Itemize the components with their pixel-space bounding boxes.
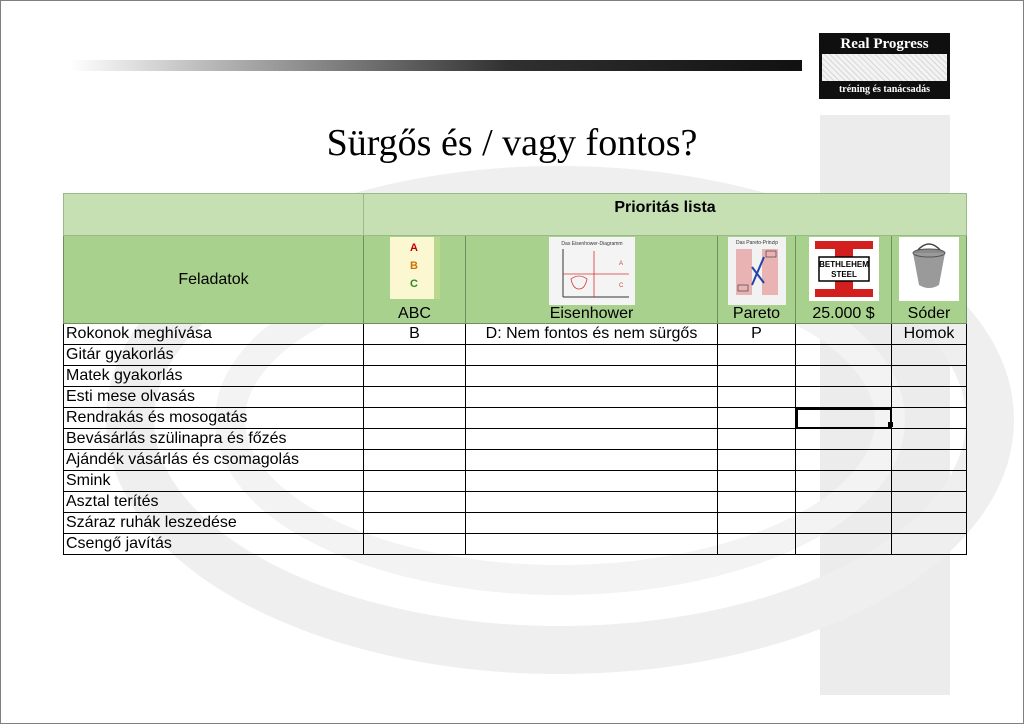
- column-header-abc[interactable]: [364, 236, 466, 324]
- value-cell[interactable]: [892, 345, 967, 366]
- value-cell[interactable]: Homok: [892, 324, 967, 345]
- column-label-soder: Sóder: [907, 305, 951, 322]
- value-cell[interactable]: [364, 492, 466, 513]
- value-cell[interactable]: [466, 387, 718, 408]
- value-cell[interactable]: [466, 513, 718, 534]
- task-cell[interactable]: Esti mese olvasás: [64, 387, 364, 408]
- tasks-header[interactable]: Feladatok: [64, 236, 364, 324]
- value-cell[interactable]: D: Nem fontos és nem sürgős: [466, 324, 718, 345]
- column-header-pareto[interactable]: [718, 236, 796, 324]
- value-cell[interactable]: [892, 492, 967, 513]
- value-cell[interactable]: [892, 513, 967, 534]
- value-cell[interactable]: [718, 429, 796, 450]
- task-cell[interactable]: Száraz ruhák leszedése: [64, 513, 364, 534]
- table-row: [64, 492, 967, 513]
- abc-letter: C: [409, 278, 418, 290]
- pareto-diagram-icon: [728, 237, 786, 305]
- column-header-25000[interactable]: [796, 236, 892, 324]
- value-cell[interactable]: [466, 450, 718, 471]
- value-cell[interactable]: [466, 534, 718, 555]
- value-cell[interactable]: [718, 387, 796, 408]
- table-row: [64, 513, 967, 534]
- value-cell[interactable]: [364, 429, 466, 450]
- value-cell[interactable]: [892, 408, 967, 429]
- value-cell[interactable]: [796, 345, 892, 366]
- pareto-caption: Das Pareto-Prinzip: [735, 240, 778, 246]
- value-cell[interactable]: P: [718, 324, 796, 345]
- task-cell[interactable]: Csengő javítás: [64, 534, 364, 555]
- eisenhower-diagram-icon: [549, 237, 635, 305]
- task-rows: [64, 324, 967, 555]
- value-cell[interactable]: [364, 450, 466, 471]
- table-row: [64, 366, 967, 387]
- header-rule: [70, 60, 802, 71]
- table-row: [64, 471, 967, 492]
- value-cell[interactable]: [718, 345, 796, 366]
- value-cell[interactable]: [796, 471, 892, 492]
- bucket-icon: [899, 237, 959, 301]
- value-cell[interactable]: [718, 513, 796, 534]
- value-cell[interactable]: [892, 450, 967, 471]
- abc-list-icon: [390, 237, 440, 299]
- value-cell[interactable]: [892, 471, 967, 492]
- value-cell[interactable]: [466, 471, 718, 492]
- task-cell[interactable]: Matek gyakorlás: [64, 366, 364, 387]
- bethlehem-steel-text: BETHLEHEM: [818, 260, 869, 269]
- value-cell[interactable]: [364, 366, 466, 387]
- priority-list-header[interactable]: Prioritás lista: [364, 194, 967, 236]
- value-cell[interactable]: [796, 429, 892, 450]
- value-cell[interactable]: B: [364, 324, 466, 345]
- value-cell[interactable]: [718, 366, 796, 387]
- task-cell[interactable]: Asztal terítés: [64, 492, 364, 513]
- table-header-row-1: [64, 194, 967, 236]
- value-cell[interactable]: [796, 534, 892, 555]
- task-cell[interactable]: Rendrakás és mosogatás: [64, 408, 364, 429]
- value-cell[interactable]: [364, 408, 466, 429]
- value-cell[interactable]: [466, 366, 718, 387]
- value-cell[interactable]: [892, 366, 967, 387]
- table-row: [64, 534, 967, 555]
- priority-table: [63, 193, 967, 555]
- abc-letter: A: [409, 242, 418, 254]
- logo-top-text: Real Progress: [840, 36, 929, 52]
- selection-fill-handle[interactable]: [888, 422, 893, 427]
- value-cell[interactable]: [364, 534, 466, 555]
- column-label-abc: ABC: [398, 305, 431, 322]
- abc-letter: B: [409, 260, 418, 272]
- table-row: [64, 429, 967, 450]
- value-cell[interactable]: [796, 450, 892, 471]
- task-cell[interactable]: Ajándék vásárlás és csomagolás: [64, 450, 364, 471]
- value-cell[interactable]: [796, 324, 892, 345]
- logo-pattern: [822, 54, 947, 81]
- value-cell[interactable]: [892, 429, 967, 450]
- table-header-row-2: [64, 236, 967, 324]
- value-cell[interactable]: [364, 471, 466, 492]
- table-row: [64, 324, 967, 345]
- value-cell[interactable]: [796, 366, 892, 387]
- value-cell[interactable]: [718, 450, 796, 471]
- svg-text:A: A: [618, 261, 623, 267]
- task-cell[interactable]: Rokonok meghívása: [64, 324, 364, 345]
- value-cell[interactable]: [796, 513, 892, 534]
- value-cell[interactable]: [718, 534, 796, 555]
- value-cell[interactable]: [718, 408, 796, 429]
- value-cell[interactable]: [892, 534, 967, 555]
- value-cell[interactable]: [796, 387, 892, 408]
- bethlehem-steel-logo: [809, 237, 879, 301]
- value-cell[interactable]: [796, 408, 892, 429]
- table-row: [64, 450, 967, 471]
- svg-text:C: C: [618, 283, 623, 289]
- value-cell[interactable]: [466, 429, 718, 450]
- logo-bottom-text: tréning és tanácsadás: [838, 84, 931, 95]
- table-row: [64, 345, 967, 366]
- table-row: [64, 408, 967, 429]
- value-cell[interactable]: [718, 471, 796, 492]
- value-cell[interactable]: [796, 492, 892, 513]
- value-cell[interactable]: [466, 492, 718, 513]
- task-cell[interactable]: Bevásárlás szülinapra és főzés: [64, 429, 364, 450]
- column-label-eisenhower: Eisenhower: [549, 305, 634, 322]
- eisenhower-caption: Das Eisenhower-Diagramm: [560, 241, 623, 247]
- value-cell[interactable]: [466, 408, 718, 429]
- value-cell[interactable]: [364, 513, 466, 534]
- column-label-pareto: Pareto: [732, 305, 781, 322]
- column-header-eisenhower[interactable]: [466, 236, 718, 324]
- task-cell[interactable]: Gitár gyakorlás: [64, 345, 364, 366]
- company-logo: [819, 33, 950, 99]
- header-empty-cell[interactable]: [64, 194, 364, 236]
- value-cell[interactable]: [364, 345, 466, 366]
- bethlehem-steel-text: STEEL: [830, 270, 857, 279]
- value-cell[interactable]: [718, 492, 796, 513]
- value-cell[interactable]: [892, 387, 967, 408]
- table-row: [64, 387, 967, 408]
- slide-title: Sürgős és / vagy fontos?: [326, 122, 698, 164]
- value-cell[interactable]: [364, 387, 466, 408]
- task-cell[interactable]: Smink: [64, 471, 364, 492]
- column-label-25000: 25.000 $: [812, 305, 875, 322]
- column-header-soder[interactable]: [892, 236, 967, 324]
- value-cell[interactable]: [466, 345, 718, 366]
